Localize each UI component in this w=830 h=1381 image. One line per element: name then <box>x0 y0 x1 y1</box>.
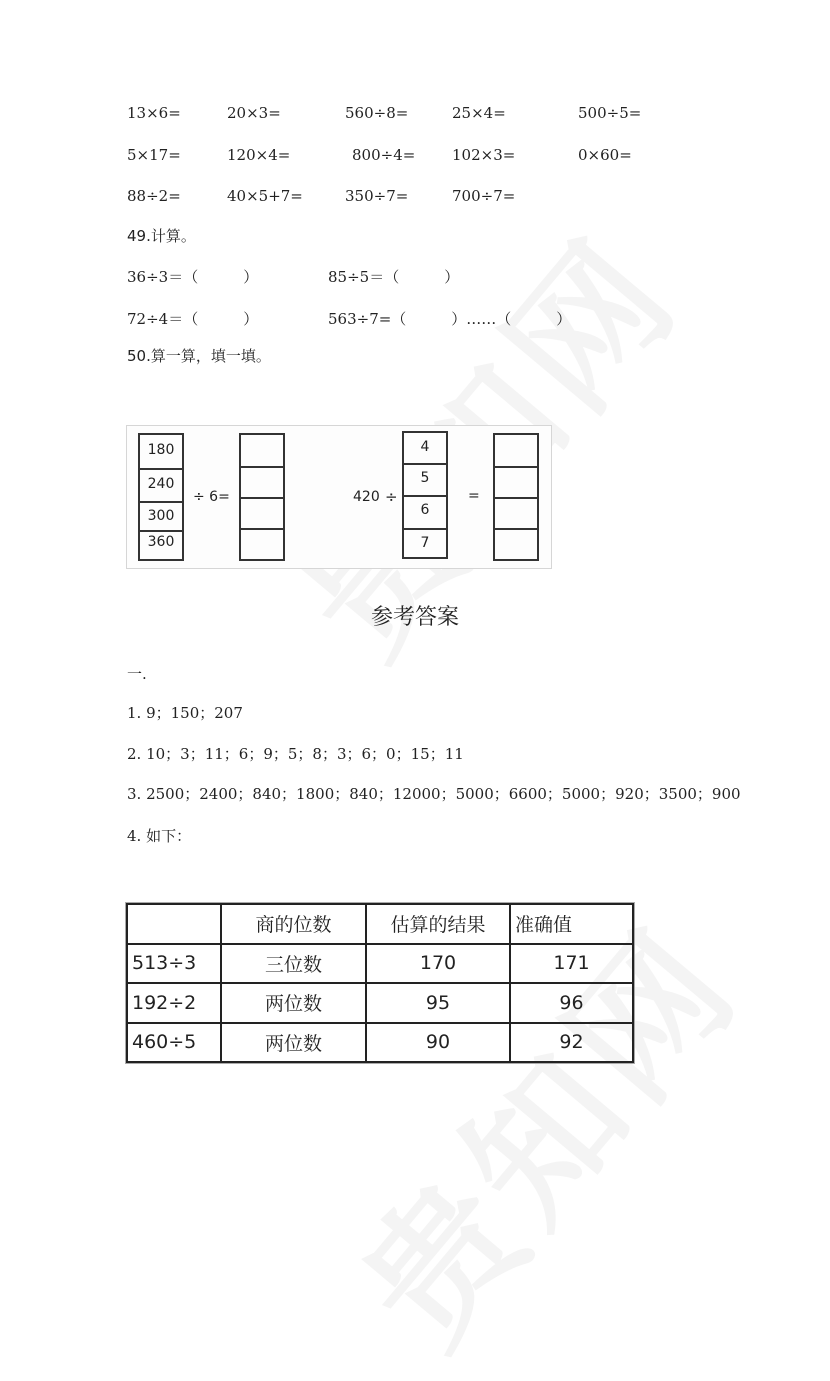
answer-section: 一. <box>127 665 147 683</box>
divider <box>495 466 537 468</box>
table-cell: 两位数 <box>221 1023 366 1063</box>
table-cell: 90 <box>366 1023 510 1063</box>
exercise: 5×17= <box>127 146 181 164</box>
answer-line: 4. 如下： <box>127 827 192 845</box>
exercise: 88÷2= <box>127 187 181 205</box>
divider <box>404 495 446 497</box>
divider <box>241 466 283 468</box>
divider <box>140 501 182 503</box>
equals-sign: = <box>468 488 480 504</box>
exercise: 560÷8= <box>345 104 409 122</box>
exercise: 120×4= <box>227 146 291 164</box>
answer-line: 1. 9；150；207 <box>127 704 243 722</box>
question-50-title: 50.算一算，填一填。 <box>127 347 271 365</box>
right-dividend: 420 <box>353 489 380 505</box>
table-cell: 95 <box>366 983 510 1023</box>
answer-line: 2. 10；3；11；6；9；5；8；3；6；0；15；11 <box>127 745 464 763</box>
left-operator: ÷ 6= <box>193 489 230 505</box>
right-operator: ÷ <box>385 488 398 506</box>
table-cell: 460÷5 <box>127 1023 221 1063</box>
table-cell: 192÷2 <box>127 983 221 1023</box>
number-cell: 360 <box>147 534 175 550</box>
divider <box>140 468 182 470</box>
exercise: 0×60= <box>578 146 632 164</box>
q49-item: 85÷5＝（ ） <box>328 268 460 286</box>
exercise: 25×4= <box>452 104 506 122</box>
answer-table <box>126 903 634 1063</box>
q49-item: 72÷4＝（ ） <box>127 310 259 328</box>
divisor-cell: 7 <box>420 535 430 551</box>
number-cell: 180 <box>147 442 175 458</box>
table-row <box>127 944 633 984</box>
left-number-column <box>138 433 184 561</box>
divider <box>404 528 446 530</box>
question-49-title: 49.计算。 <box>127 227 196 245</box>
q49-item: 36÷3＝（ ） <box>127 268 259 286</box>
divider <box>241 528 283 530</box>
table-row <box>127 983 633 1023</box>
exercise: 700÷7= <box>452 187 516 205</box>
table-cell: 96 <box>510 983 633 1023</box>
exercise: 20×3= <box>227 104 281 122</box>
divider <box>495 528 537 530</box>
header-cell: 准确值 <box>510 904 633 944</box>
header-cell <box>127 904 221 944</box>
q50-figure <box>126 425 552 569</box>
divisor-cell: 4 <box>420 439 430 455</box>
number-cell: 240 <box>147 476 175 492</box>
table-cell: 92 <box>510 1023 633 1063</box>
divider <box>241 497 283 499</box>
divider <box>140 530 182 532</box>
exercise: 350÷7= <box>345 187 409 205</box>
table-cell: 170 <box>366 944 510 984</box>
exercise: 40×5+7= <box>227 187 303 205</box>
divider <box>495 497 537 499</box>
exercise: 500÷5= <box>578 104 642 122</box>
left-answer-column[interactable] <box>239 433 285 561</box>
divisor-cell: 6 <box>420 502 430 518</box>
answer-heading: 参考答案 <box>370 605 459 630</box>
header-cell: 商的位数 <box>221 904 366 944</box>
table-header-row <box>127 904 633 944</box>
exercise: 102×3= <box>452 146 516 164</box>
exercise: 13×6= <box>127 104 181 122</box>
right-answer-column[interactable] <box>493 433 539 561</box>
divisor-column <box>402 431 448 559</box>
divisor-cell: 5 <box>420 470 430 486</box>
answer-line: 3. 2500；2400；840；1800；840；12000；5000；6600；5000；920；3500；900 <box>127 785 741 803</box>
number-cell: 300 <box>147 508 175 524</box>
table-cell: 两位数 <box>221 983 366 1023</box>
table-cell: 171 <box>510 944 633 984</box>
header-cell: 估算的结果 <box>366 904 510 944</box>
divider <box>404 463 446 465</box>
table-cell: 三位数 <box>221 944 366 984</box>
table-row <box>127 1023 633 1063</box>
q49-item: 563÷7=（ ）……（ ） <box>328 310 572 328</box>
table-cell: 513÷3 <box>127 944 221 984</box>
exercise: 800÷4= <box>352 146 416 164</box>
